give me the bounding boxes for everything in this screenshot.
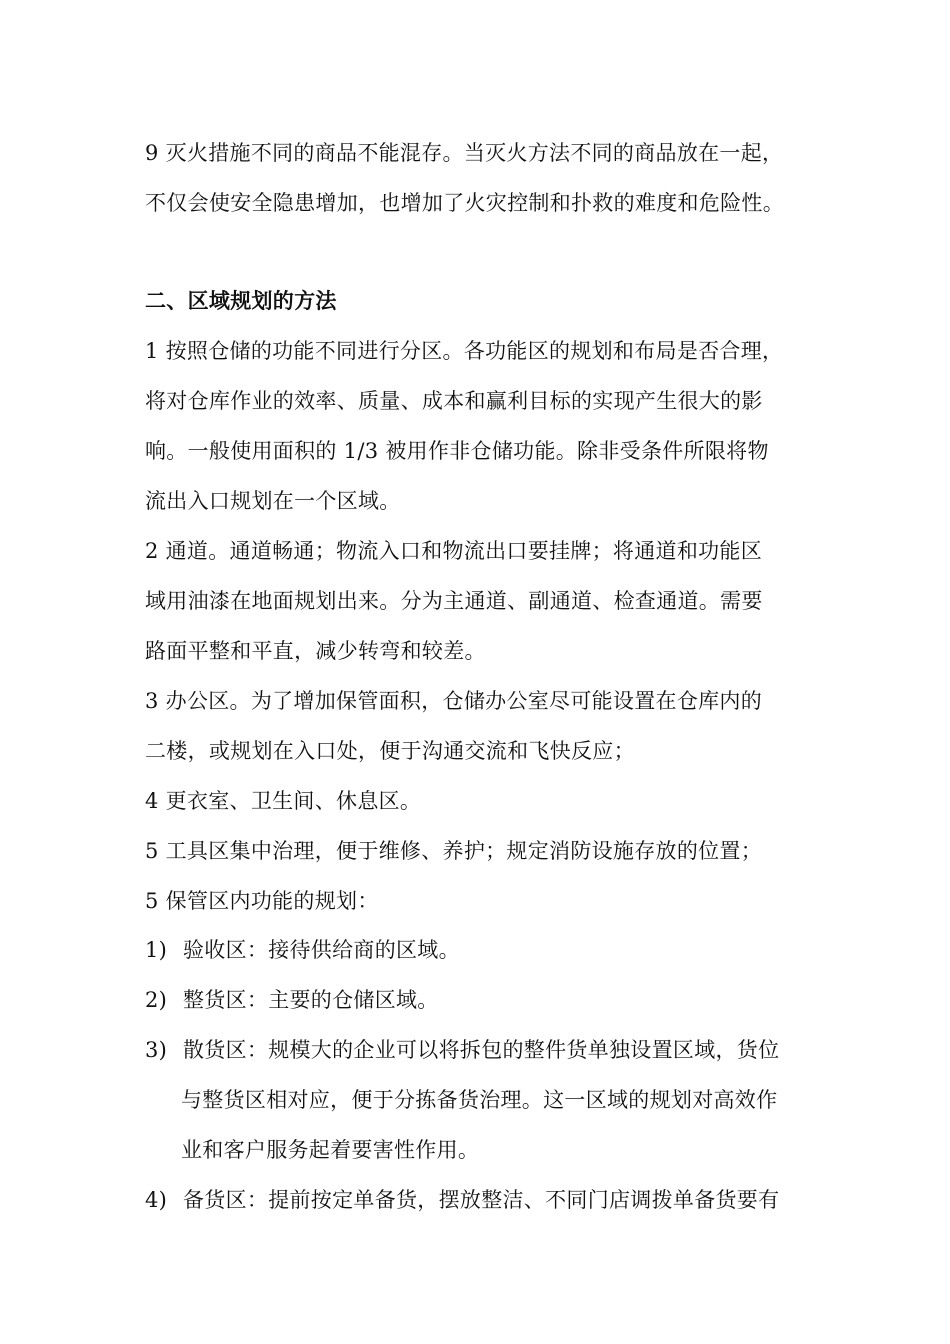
list-item-number: 3) xyxy=(145,1038,168,1062)
paragraph-1-line-4: 流出入口规划在一个区域。 xyxy=(145,489,401,513)
list-item xyxy=(145,936,460,964)
list-item-number: 1) xyxy=(145,938,168,962)
paragraph-3-line-1: 3 办公区。为了增加保管面积，仓储办公室尽可能设置在仓库内的 xyxy=(145,689,763,713)
list-item xyxy=(145,1036,779,1064)
paragraph-5a-line-1: 5 工具区集中治理，便于维修、养护；规定消防设施存放的位置； xyxy=(145,839,763,863)
list-item-text: 散货区：规模大的企业可以将拆包的整件货单独设置区域，货位 xyxy=(183,1038,780,1062)
paragraph-4-line-1: 4 更衣室、卫生间、休息区。 xyxy=(145,789,422,813)
list-item-continuation: 业和客户服务起着要害性作用。 xyxy=(181,1138,480,1162)
paragraph-9-line-1: 9 灭火措施不同的商品不能混存。当灭火方法不同的商品放在一起， xyxy=(145,141,784,165)
section-heading: 二、区域规划的方法 xyxy=(145,289,337,313)
paragraph-1-line-3: 响。一般使用面积的 1/3 被用作非仓储功能。除非受条件所限将物 xyxy=(145,439,769,463)
list-item-text: 验收区：接待供给商的区域。 xyxy=(183,938,460,962)
paragraph-2-line-2: 域用油漆在地面规划出来。分为主通道、副通道、检查通道。需要 xyxy=(145,589,763,613)
list-item xyxy=(145,1186,779,1214)
paragraph-1-line-2: 将对仓库作业的效率、质量、成本和赢利目标的实现产生很大的影 xyxy=(145,389,763,413)
list-item-text: 整货区：主要的仓储区域。 xyxy=(183,988,439,1012)
list-item-text: 备货区：提前按定单备货，摆放整洁、不同门店调拨单备货要有 xyxy=(183,1188,780,1212)
list-item-number: 2) xyxy=(145,988,168,1012)
list-item xyxy=(145,986,439,1014)
paragraph-9-line-2: 不仅会使安全隐患增加，也增加了火灾控制和扑救的难度和危险性。 xyxy=(145,191,784,215)
paragraph-3-line-2: 二楼，或规划在入口处，便于沟通交流和飞快反应； xyxy=(145,739,635,763)
paragraph-2-line-3: 路面平整和平直，减少转弯和较差。 xyxy=(145,639,486,663)
paragraph-1-line-1: 1 按照仓储的功能不同进行分区。各功能区的规划和布局是否合理， xyxy=(145,339,784,363)
list-item-number: 4) xyxy=(145,1188,168,1212)
paragraph-2-line-1: 2 通道。通道畅通；物流入口和物流出口要挂牌；将通道和功能区 xyxy=(145,539,763,563)
paragraph-5b-line-1: 5 保管区内功能的规划： xyxy=(145,889,379,913)
list-item-continuation: 与整货区相对应，便于分拣备货治理。这一区域的规划对高效作 xyxy=(181,1088,778,1112)
